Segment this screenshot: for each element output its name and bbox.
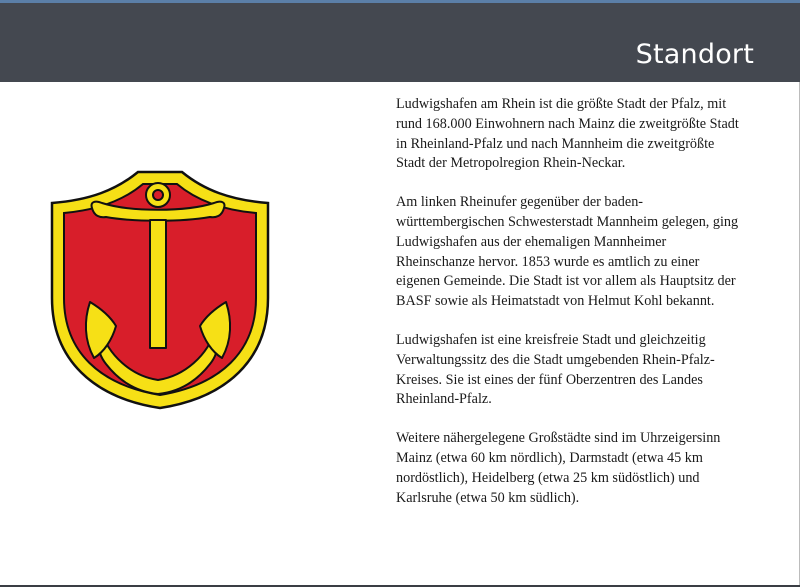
paragraph-administration: Ludwigshafen ist eine kreisfreie Stadt und gleichzeitig Verwaltungssitz des die Stadt umgebenden Rhein-Pfalz-Kreises. Sie ist eines der fünf Oberzentren des Landes Rheinland-Pfalz. [396, 331, 715, 408]
anchor-coat-of-arms-icon [50, 170, 270, 410]
paragraph-intro: Ludwigshafen am Rhein ist die größte Stadt der Pfalz, mit rund 168.000 Einwohnern nach Mainz die zweitgrößte Stadt in Rheinland-Pfalz und nach Mannheim die zweitgrößte Stadt der Metropolregion Rhein-Neckar. [396, 96, 739, 172]
paragraph-history: Am linken Rheinufer gegenüber der baden-württembergischen Schwesterstadt Mannheim gelegen, ging Ludwigshafen aus der ehemaligen Mannheimer Rheinschanze hervor. 1853 wurde es amtlich zu einer eigenen Gemeinde. Die Stadt ist vor allem als Hauptsitz der BASF sowie als Heimatstadt von Helmut Kohl bekannt. [396, 194, 739, 310]
page-title: Standort [635, 39, 754, 70]
paragraph-nearby-cities: Weitere nähergelegene Großstädte sind im Uhrzeigersinn Mainz (etwa 60 km nördlich), Darmstadt (etwa 45 km nordöstlich), Heidelberg (etwa 25 km südöstlich) und Karlsruhe (etwa 50 km südlich). [396, 430, 721, 506]
header-bar [0, 3, 800, 82]
body-text [396, 95, 741, 527]
